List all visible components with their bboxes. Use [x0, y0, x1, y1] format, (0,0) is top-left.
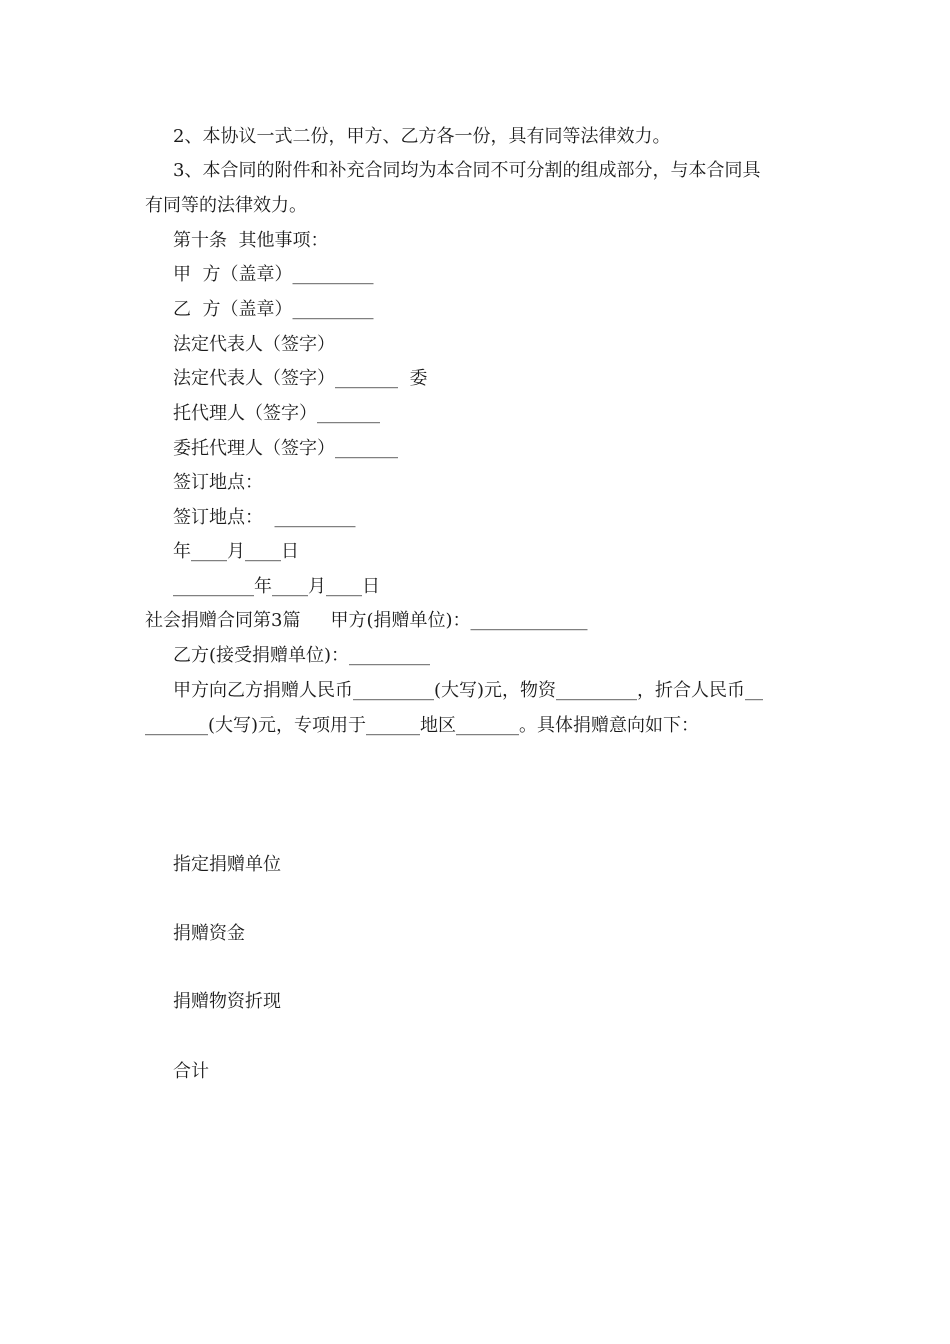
donation-line-2: _______(大写)元，专项用于______地区_______。具体捐赠意向如下：	[145, 715, 700, 736]
signing-date-1: 年____月____日	[173, 541, 299, 562]
table-row: 合计	[173, 1061, 209, 1082]
signing-place-1: 签订地点：	[173, 472, 263, 493]
agent-signature-2: 委托代理人（签字）_______	[173, 438, 398, 459]
legal-rep-signature-2: 法定代表人（签字）_______ 委	[173, 368, 428, 389]
clause-3-line-2: 有同等的法律效力。	[145, 195, 307, 216]
table-row: 捐赠物资折现	[173, 991, 281, 1012]
article-10-heading: 第十条 其他事项：	[173, 230, 329, 251]
section-heading-line	[145, 612, 588, 630]
donor-line: 甲方(捐赠单位)：_____________	[330, 610, 588, 631]
signing-place-2: 签订地点： _________	[173, 507, 356, 528]
agent-signature-1: 托代理人（签字）_______	[173, 403, 380, 424]
party-a-seal-line: 甲 方（盖章）_________	[173, 264, 374, 285]
legal-rep-signature-1: 法定代表人（签字）	[173, 334, 335, 355]
clause-2: 2、本协议一式二份，甲方、乙方各一份，具有同等法律效力。	[173, 126, 671, 147]
table-row: 指定捐赠单位	[173, 854, 281, 875]
table-row: 捐赠资金	[173, 923, 245, 944]
clause-3-line-1: 3、本合同的附件和补充合同均为本合同不可分割的组成部分，与本合同具	[173, 160, 761, 181]
section-title: 社会捐赠合同第3篇	[145, 610, 301, 631]
signing-date-2: _________年____月____日	[173, 576, 380, 597]
party-b-seal-line: 乙 方（盖章）_________	[173, 299, 374, 320]
recipient-line: 乙方(接受捐赠单位)：_________	[173, 645, 431, 666]
donation-line-1: 甲方向乙方捐赠人民币_________(大写)元，物资_________，折合人民币__	[173, 680, 764, 701]
